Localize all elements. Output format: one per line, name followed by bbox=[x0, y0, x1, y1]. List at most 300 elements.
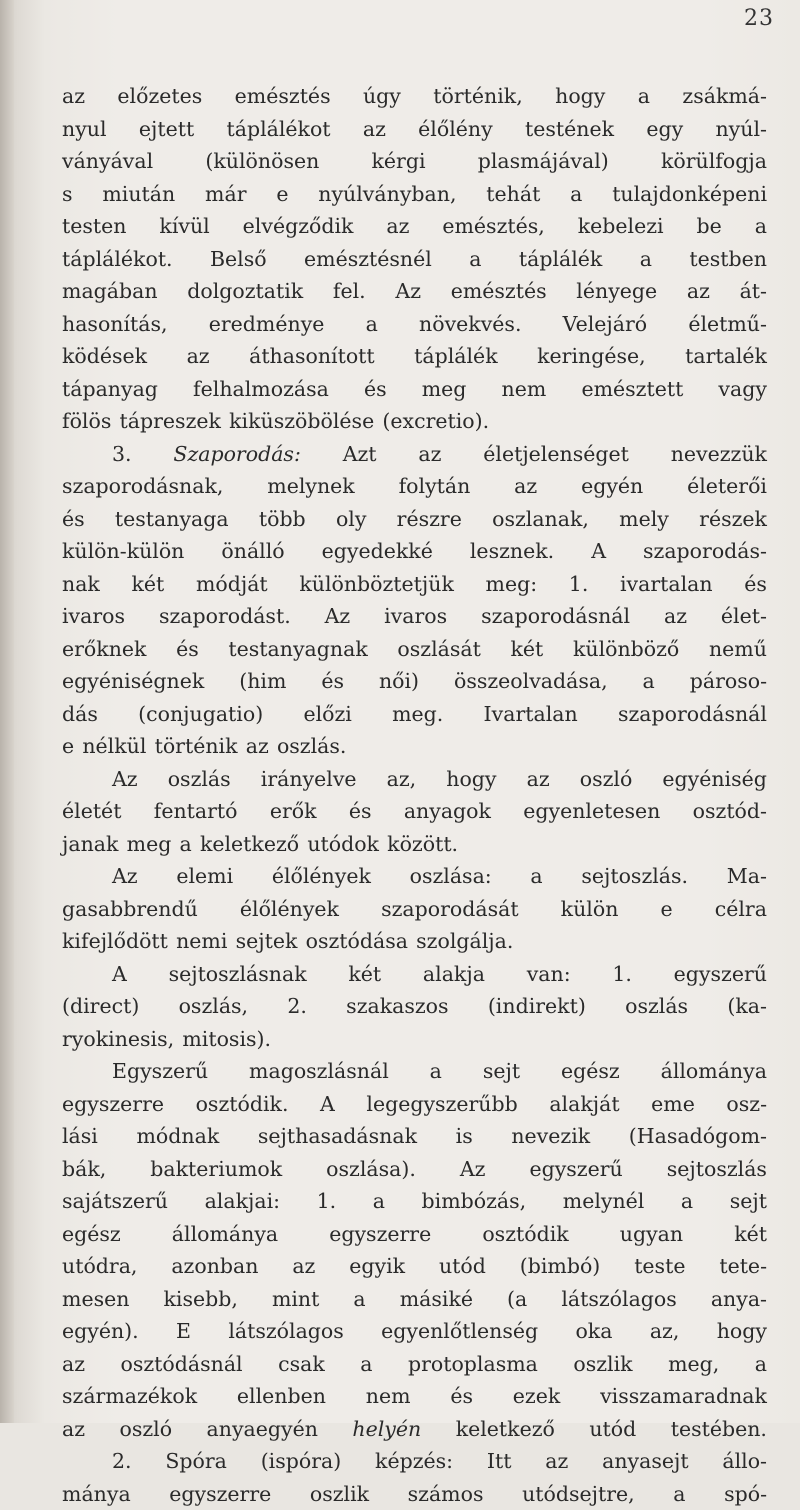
word: két bbox=[348, 958, 381, 991]
word: táplálékot bbox=[226, 113, 330, 146]
text-line bbox=[62, 80, 767, 113]
word: testen bbox=[62, 210, 126, 243]
word: irányelve bbox=[261, 763, 357, 796]
word: tápreszek bbox=[120, 405, 221, 438]
word: anyagok bbox=[404, 795, 491, 828]
text-line bbox=[62, 860, 767, 893]
word: nevezzük bbox=[671, 438, 767, 471]
text-line bbox=[62, 405, 767, 438]
word: az bbox=[62, 1348, 85, 1381]
word: látszólagos bbox=[561, 1283, 676, 1316]
word: egész bbox=[561, 1055, 620, 1088]
word: a bbox=[755, 210, 767, 243]
word: részre bbox=[397, 503, 462, 536]
word: a bbox=[373, 1185, 385, 1218]
word: a bbox=[673, 1478, 685, 1510]
word: ellenben bbox=[237, 1380, 326, 1413]
word: két bbox=[132, 568, 165, 601]
word: át- bbox=[740, 275, 767, 308]
text-line bbox=[62, 600, 767, 633]
word: életmű- bbox=[688, 308, 767, 341]
text-line bbox=[62, 1185, 767, 1218]
text-line bbox=[62, 1218, 767, 1251]
word: miután bbox=[102, 178, 175, 211]
word: meg. bbox=[392, 698, 443, 731]
word: nak bbox=[62, 568, 100, 601]
word: a bbox=[366, 308, 378, 341]
text-line bbox=[62, 1120, 767, 1153]
word: alakjai: bbox=[205, 1185, 280, 1218]
text-line bbox=[62, 145, 767, 178]
word: szakaszos bbox=[346, 990, 448, 1023]
word: (indirekt) bbox=[488, 990, 586, 1023]
word: az bbox=[292, 1250, 315, 1283]
word: oszlik bbox=[573, 1348, 632, 1381]
word: fölös bbox=[62, 405, 111, 438]
text-line bbox=[62, 1250, 767, 1283]
word: módnak bbox=[136, 1120, 219, 1153]
word: fel. bbox=[333, 275, 366, 308]
word: történik bbox=[155, 730, 238, 763]
word: (direct) bbox=[62, 990, 139, 1023]
word: Az bbox=[112, 860, 138, 893]
word: a bbox=[570, 178, 582, 211]
word: kiküszöbölése bbox=[229, 405, 374, 438]
word: növekvés. bbox=[419, 308, 521, 341]
word: anya- bbox=[711, 1283, 767, 1316]
word: A bbox=[320, 1088, 335, 1121]
word: az bbox=[545, 1445, 568, 1478]
word: mánya bbox=[62, 1478, 131, 1510]
word: előzetes bbox=[117, 80, 202, 113]
word: meg bbox=[127, 828, 172, 861]
word: utód bbox=[439, 1250, 486, 1283]
word: osztódásnál bbox=[121, 1348, 243, 1381]
word: teste bbox=[634, 1250, 685, 1283]
word: a bbox=[643, 665, 655, 698]
word: e bbox=[661, 893, 673, 926]
word: testének bbox=[525, 113, 614, 146]
word: az bbox=[514, 470, 537, 503]
word: erőknek bbox=[62, 633, 146, 666]
word: táplálék bbox=[414, 340, 497, 373]
word: emésztés bbox=[235, 80, 331, 113]
text-line bbox=[62, 1445, 767, 1478]
word: egyenlőtlenség bbox=[381, 1315, 538, 1348]
word: szaporodásnak, bbox=[62, 470, 223, 503]
word: E bbox=[176, 1315, 191, 1348]
text-line bbox=[62, 210, 767, 243]
word: kisebb, bbox=[163, 1283, 237, 1316]
word: tartalék bbox=[685, 340, 767, 373]
word: mely bbox=[619, 503, 669, 536]
word: egyszerre bbox=[62, 1088, 164, 1121]
body-text bbox=[62, 80, 767, 1510]
word: lesznek. bbox=[470, 535, 554, 568]
word: a bbox=[360, 1348, 372, 1381]
text-line bbox=[62, 1315, 767, 1348]
word: erők bbox=[270, 795, 317, 828]
text-line bbox=[62, 113, 767, 146]
word: nyúlványban, bbox=[318, 178, 456, 211]
page-number: 23 bbox=[744, 6, 774, 31]
word: helyén bbox=[352, 1413, 421, 1446]
word: több bbox=[259, 503, 306, 536]
text-line bbox=[62, 438, 767, 471]
word: (ispóra) bbox=[261, 1445, 342, 1478]
word: (a bbox=[507, 1283, 527, 1316]
word: másiké bbox=[400, 1283, 473, 1316]
word: ványával bbox=[62, 145, 153, 178]
word: oszlanak, bbox=[492, 503, 589, 536]
word: sejtoszlás. bbox=[581, 860, 688, 893]
word: az bbox=[187, 340, 210, 373]
word: a bbox=[180, 828, 192, 861]
text-line bbox=[62, 1413, 767, 1446]
word: Ma- bbox=[727, 860, 767, 893]
text-line bbox=[62, 1478, 767, 1510]
word: hogy bbox=[446, 763, 496, 796]
word: oszlás. bbox=[277, 730, 346, 763]
word: összeolvadása, bbox=[454, 665, 608, 698]
word: bakteriumok bbox=[150, 1153, 282, 1186]
word: osz- bbox=[726, 1088, 767, 1121]
word: 1. bbox=[317, 1185, 337, 1218]
word: e bbox=[276, 178, 288, 211]
word: tápanyag bbox=[62, 373, 158, 406]
word: egyéniségnek bbox=[62, 665, 204, 698]
word: felhalmozása bbox=[193, 373, 329, 406]
word: nyúl- bbox=[715, 113, 766, 146]
word: ugyan bbox=[620, 1218, 683, 1251]
word: áthasonított bbox=[249, 340, 375, 373]
word: testben bbox=[689, 243, 767, 276]
word: az bbox=[62, 1413, 85, 1446]
word: úgy bbox=[363, 80, 401, 113]
word: ivartalan bbox=[620, 568, 713, 601]
word: külön bbox=[561, 893, 619, 926]
word: az bbox=[363, 113, 386, 146]
word: utódra, bbox=[62, 1250, 137, 1283]
word: szolgálja. bbox=[416, 925, 513, 958]
text-line bbox=[62, 958, 767, 991]
word: egyedekké bbox=[322, 535, 433, 568]
word: lási bbox=[62, 1120, 98, 1153]
text-line bbox=[62, 1348, 767, 1381]
word: nélkül bbox=[82, 730, 146, 763]
word: hasonítás, bbox=[62, 308, 168, 341]
word: kívül bbox=[159, 210, 209, 243]
word: az bbox=[687, 275, 710, 308]
word: legegyszerűbb bbox=[366, 1088, 517, 1121]
word: az bbox=[386, 210, 409, 243]
word: Spóra bbox=[165, 1445, 227, 1478]
word: különböztetjük bbox=[299, 568, 454, 601]
word: bimbózás, bbox=[422, 1185, 527, 1218]
word: oszlás bbox=[168, 763, 231, 796]
page-spine-shadow bbox=[0, 0, 14, 1423]
word: osztód- bbox=[693, 795, 767, 828]
word: testanyagnak bbox=[228, 633, 367, 666]
word: egyszerre bbox=[329, 1218, 431, 1251]
word: az bbox=[527, 763, 550, 796]
text-line bbox=[62, 178, 767, 211]
word: sajátszerű bbox=[62, 1185, 168, 1218]
word: be bbox=[697, 210, 722, 243]
text-line bbox=[62, 1088, 767, 1121]
text-line bbox=[62, 1055, 767, 1088]
word: szaporodását bbox=[381, 893, 518, 926]
word: a bbox=[469, 243, 481, 276]
word: oly bbox=[336, 503, 366, 536]
word: oszlik bbox=[310, 1478, 369, 1510]
word: szaporodást. bbox=[159, 600, 291, 633]
word: látszólagos bbox=[228, 1315, 343, 1348]
word: állománya bbox=[172, 1218, 278, 1251]
word: és bbox=[349, 795, 372, 828]
word: zsákmá- bbox=[682, 80, 767, 113]
word: is bbox=[456, 1120, 473, 1153]
word: oszlása). bbox=[326, 1153, 416, 1186]
word: oka bbox=[575, 1315, 612, 1348]
word: módját bbox=[196, 568, 268, 601]
text-line bbox=[62, 243, 767, 276]
word: a bbox=[640, 243, 652, 276]
word: táplálékot. bbox=[62, 243, 173, 276]
word: Az bbox=[325, 600, 351, 633]
word: anyasejt bbox=[602, 1445, 688, 1478]
word: állománya bbox=[661, 1055, 767, 1088]
word: 2. bbox=[287, 990, 307, 1023]
word: ivaros bbox=[62, 600, 125, 633]
word: magában bbox=[62, 275, 158, 308]
word: egyszerre bbox=[169, 1478, 271, 1510]
word: az bbox=[664, 600, 687, 633]
word: sejthasadásnak bbox=[258, 1120, 417, 1153]
word: az, bbox=[387, 763, 417, 796]
text-line bbox=[62, 925, 767, 958]
word: két bbox=[734, 1218, 767, 1251]
word: 2. bbox=[112, 1445, 132, 1478]
word: sejtoszlás bbox=[667, 1153, 767, 1186]
word: A bbox=[112, 958, 127, 991]
word: élőlény bbox=[418, 113, 493, 146]
word: ivaros bbox=[384, 600, 447, 633]
word: mint bbox=[272, 1283, 319, 1316]
word: hogy bbox=[555, 80, 605, 113]
text-line bbox=[62, 470, 767, 503]
word: melynek bbox=[267, 470, 354, 503]
word: a bbox=[638, 80, 650, 113]
word: elemi bbox=[176, 860, 233, 893]
word: egy bbox=[646, 113, 683, 146]
word: emésztett bbox=[581, 373, 683, 406]
word: folytán bbox=[399, 470, 471, 503]
word: Azt bbox=[343, 438, 377, 471]
word: s bbox=[62, 178, 73, 211]
word: oszló bbox=[580, 763, 633, 796]
word: Velejáró bbox=[563, 308, 647, 341]
word: (excretio). bbox=[382, 405, 489, 438]
text-line bbox=[62, 1380, 767, 1413]
word: nyul bbox=[62, 113, 107, 146]
word: utódsejtre, bbox=[522, 1478, 635, 1510]
text-line bbox=[62, 893, 767, 926]
word: keringése, bbox=[537, 340, 646, 373]
word: (bimbó) bbox=[520, 1250, 601, 1283]
word: nemi bbox=[176, 925, 227, 958]
word: és bbox=[364, 373, 387, 406]
word: A bbox=[591, 535, 606, 568]
text-line bbox=[62, 795, 767, 828]
word: magoszlásnál bbox=[249, 1055, 389, 1088]
word: alakját bbox=[549, 1088, 619, 1121]
word: élőlények bbox=[272, 860, 371, 893]
word: utód bbox=[589, 1413, 636, 1446]
word: és bbox=[62, 503, 85, 536]
word: janak bbox=[62, 828, 118, 861]
word: életét bbox=[62, 795, 121, 828]
word: oszlását bbox=[397, 633, 480, 666]
word: az bbox=[418, 438, 441, 471]
word: az bbox=[62, 80, 85, 113]
word: ejtett bbox=[139, 113, 194, 146]
word: sejtek bbox=[236, 925, 298, 958]
word: életerői bbox=[687, 470, 767, 503]
word: elvégződik bbox=[243, 210, 354, 243]
word: csak bbox=[278, 1348, 325, 1381]
text-line bbox=[62, 665, 767, 698]
text-line bbox=[62, 730, 767, 763]
word: oszlás, bbox=[179, 990, 248, 1023]
word: alakja bbox=[423, 958, 485, 991]
text-line bbox=[62, 275, 767, 308]
word: célra bbox=[715, 893, 767, 926]
word: meg: bbox=[486, 568, 538, 601]
text-line bbox=[62, 828, 767, 861]
word: eme bbox=[651, 1088, 695, 1121]
text-line bbox=[62, 698, 767, 731]
word: a bbox=[681, 1185, 693, 1218]
word: Az bbox=[460, 1153, 486, 1186]
word: (conjugatio) bbox=[138, 698, 263, 731]
word: spó- bbox=[724, 1478, 767, 1510]
text-line bbox=[62, 763, 767, 796]
word: (ka- bbox=[727, 990, 767, 1023]
word: emésztésnél bbox=[304, 243, 432, 276]
word: életjelenséget bbox=[483, 438, 629, 471]
text-line bbox=[62, 568, 767, 601]
word: hogy bbox=[717, 1315, 767, 1348]
word: történik, bbox=[433, 80, 522, 113]
word: 1. bbox=[612, 958, 632, 991]
word: utódok bbox=[307, 828, 379, 861]
word: Ivartalan bbox=[484, 698, 578, 731]
word: tehát bbox=[486, 178, 540, 211]
word: mesen bbox=[62, 1283, 129, 1316]
word: származékok bbox=[62, 1380, 197, 1413]
word: oszlása: bbox=[410, 860, 492, 893]
word: táplálék bbox=[519, 243, 602, 276]
text-line bbox=[62, 1283, 767, 1316]
word: egész bbox=[62, 1218, 121, 1251]
word: gasabbrendű bbox=[62, 893, 198, 926]
word: különböző bbox=[573, 633, 679, 666]
word: Itt bbox=[487, 1445, 512, 1478]
word: részek bbox=[699, 503, 767, 536]
text-line bbox=[62, 503, 767, 536]
word: tulajdonképeni bbox=[612, 178, 767, 211]
text-line bbox=[62, 373, 767, 406]
word: vagy bbox=[718, 373, 767, 406]
word: körülfogja bbox=[661, 145, 767, 178]
word: kérgi bbox=[372, 145, 426, 178]
word: testében. bbox=[671, 1413, 767, 1446]
word: két bbox=[510, 633, 543, 666]
word: osztódása bbox=[306, 925, 408, 958]
word: a bbox=[353, 1283, 365, 1316]
word: testanyaga bbox=[115, 503, 229, 536]
text-line bbox=[62, 990, 767, 1023]
text-line bbox=[62, 308, 767, 341]
word: élőlények bbox=[240, 893, 339, 926]
word: dás bbox=[62, 698, 98, 731]
word: pároso- bbox=[690, 665, 767, 698]
text-line bbox=[62, 535, 767, 568]
word: 1. bbox=[569, 568, 589, 601]
word: élet- bbox=[721, 600, 767, 633]
word: keletkező bbox=[456, 1413, 555, 1446]
word: nem bbox=[366, 1380, 411, 1413]
word: egyéniség bbox=[662, 763, 767, 796]
word: szaporodásnál bbox=[618, 698, 767, 731]
word: melynél bbox=[563, 1185, 645, 1218]
word: 3. bbox=[112, 438, 132, 471]
word: van: bbox=[527, 958, 571, 991]
word: állo- bbox=[722, 1445, 767, 1478]
word: meg bbox=[422, 373, 467, 406]
word: ryokinesis, bbox=[62, 1023, 174, 1056]
text-line bbox=[62, 633, 767, 666]
word: keletkező bbox=[200, 828, 299, 861]
word: Az bbox=[395, 275, 421, 308]
word: sejt bbox=[730, 1185, 767, 1218]
word: Egyszerű bbox=[112, 1055, 208, 1088]
word: már bbox=[205, 178, 246, 211]
word: nem bbox=[502, 373, 547, 406]
word: (különösen bbox=[205, 145, 319, 178]
word: (him bbox=[239, 665, 286, 698]
word: között. bbox=[387, 828, 458, 861]
word: és bbox=[176, 633, 199, 666]
word: kebelezi bbox=[578, 210, 664, 243]
word: ezek bbox=[513, 1380, 561, 1413]
word: visszamaradnak bbox=[600, 1380, 767, 1413]
word: tete- bbox=[719, 1250, 767, 1283]
word: oszló bbox=[120, 1413, 173, 1446]
word: egyén bbox=[581, 470, 643, 503]
text-line bbox=[62, 1153, 767, 1186]
word: Belső bbox=[210, 243, 267, 276]
word: és bbox=[450, 1380, 473, 1413]
word: és bbox=[321, 665, 344, 698]
word: (Hasadógom- bbox=[629, 1120, 767, 1153]
word: mitosis). bbox=[182, 1023, 271, 1056]
word: előzi bbox=[303, 698, 351, 731]
word: lényege bbox=[576, 275, 657, 308]
word: sejtoszlásnak bbox=[169, 958, 307, 991]
text-line bbox=[62, 340, 767, 373]
